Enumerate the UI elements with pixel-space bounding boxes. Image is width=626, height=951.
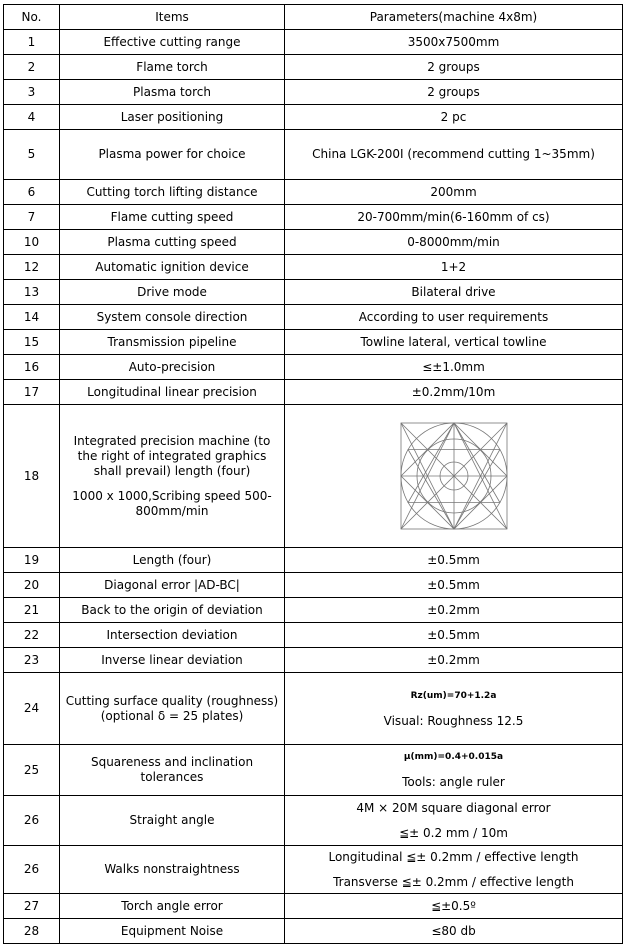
- row-item: [60, 405, 285, 548]
- row-param: ±0.5mm: [285, 623, 623, 648]
- table-row: [4, 305, 623, 330]
- roughness-visual: Visual: Roughness 12.5: [383, 713, 524, 728]
- header-row: [4, 5, 623, 30]
- row-item: Intersection deviation: [60, 623, 285, 648]
- row-item: Plasma cutting speed: [60, 230, 285, 255]
- row-param: 0-8000mm/min: [285, 230, 623, 255]
- table-row: [4, 280, 623, 305]
- row-item: Back to the origin of deviation: [60, 598, 285, 623]
- row-param: According to user requirements: [285, 305, 623, 330]
- row-param: 2 groups: [285, 80, 623, 105]
- row-no: 15: [4, 330, 60, 355]
- row-no: 2: [4, 55, 60, 80]
- nonstraightness-line1: Longitudinal ≦± 0.2mm / effective length: [328, 849, 579, 864]
- row-item: Transmission pipeline: [60, 330, 285, 355]
- squareness-tools: Tools: angle ruler: [402, 775, 505, 789]
- table-row: [4, 255, 623, 280]
- row-item: Length (four): [60, 548, 285, 573]
- row-no: 20: [4, 573, 60, 598]
- row-no: 17: [4, 380, 60, 405]
- straight-angle-line1: 4M × 20M square diagonal error: [356, 800, 551, 815]
- table-row-26b: [4, 846, 623, 894]
- row-no: 26: [4, 796, 60, 846]
- row-param: [285, 846, 623, 894]
- row-param: ±0.2mm: [285, 648, 623, 673]
- row-item: Automatic ignition device: [60, 255, 285, 280]
- row-no: 19: [4, 548, 60, 573]
- row-param: 20-700mm/min(6-160mm of cs): [285, 205, 623, 230]
- row-item: Cutting surface quality (roughness) (optional δ = 25 plates): [60, 673, 285, 745]
- row-item: System console direction: [60, 305, 285, 330]
- row-no: 16: [4, 355, 60, 380]
- row-no: 18: [4, 405, 60, 548]
- table-row: [4, 80, 623, 105]
- table-row: [4, 355, 623, 380]
- row-no: 28: [4, 919, 60, 944]
- header-items: Items: [60, 5, 285, 30]
- table-row-26a: [4, 796, 623, 846]
- straight-angle-line2: ≦± 0.2 mm / 10m: [399, 825, 508, 840]
- squareness-formula: μ(mm)=0.4+0.015a: [403, 752, 504, 762]
- row-param: Towline lateral, vertical towline: [285, 330, 623, 355]
- row-no: 3: [4, 80, 60, 105]
- row-item: Plasma power for choice: [60, 130, 285, 180]
- row-param: 2 pc: [285, 105, 623, 130]
- roughness-formula: Rz(um)=70+1.2a: [410, 690, 497, 701]
- row-item: Equipment Noise: [60, 919, 285, 944]
- row-item: Laser positioning: [60, 105, 285, 130]
- row-param: 200mm: [285, 180, 623, 205]
- row-item: Plasma torch: [60, 80, 285, 105]
- row-no: 22: [4, 623, 60, 648]
- row-item: Squareness and inclination tolerances: [60, 745, 285, 796]
- row-item: Torch angle error: [60, 894, 285, 919]
- table-row: [4, 30, 623, 55]
- table-row: [4, 105, 623, 130]
- row-item: Effective cutting range: [60, 30, 285, 55]
- table-row-25: [4, 745, 623, 796]
- row-no: 27: [4, 894, 60, 919]
- table-row: [4, 894, 623, 919]
- row-param: 2 groups: [285, 55, 623, 80]
- row-no: 1: [4, 30, 60, 55]
- row-no: 5: [4, 130, 60, 180]
- row-no: 13: [4, 280, 60, 305]
- row-param: ≤±1.0mm: [285, 355, 623, 380]
- row-item-line1: Integrated precision machine (to the right of integrated graphics shall prevail) length (four): [73, 433, 271, 478]
- row-no: 26: [4, 846, 60, 894]
- row-param: [285, 745, 623, 796]
- row-param: 3500x7500mm: [285, 30, 623, 55]
- table-row: [4, 548, 623, 573]
- row-item: Diagonal error |AD-BC|: [60, 573, 285, 598]
- table-row: [4, 380, 623, 405]
- table-row: [4, 55, 623, 80]
- row-param: ≤80 db: [285, 919, 623, 944]
- table-row-18: [4, 405, 623, 548]
- row-no: 14: [4, 305, 60, 330]
- row-item: Inverse linear deviation: [60, 648, 285, 673]
- row-param: ≦±0.5º: [285, 894, 623, 919]
- row-no: 7: [4, 205, 60, 230]
- row-no: 10: [4, 230, 60, 255]
- table-row: [4, 180, 623, 205]
- nonstraightness-line2: Transverse ≦± 0.2mm / effective length: [333, 874, 574, 889]
- row-no: 24: [4, 673, 60, 745]
- table-row: [4, 598, 623, 623]
- row-no: 23: [4, 648, 60, 673]
- row-param: Bilateral drive: [285, 280, 623, 305]
- header-params: Parameters(machine 4x8m): [285, 5, 623, 30]
- header-no: No.: [4, 5, 60, 30]
- table-row: [4, 330, 623, 355]
- precision-graphic-cell: [285, 405, 623, 548]
- row-item: Cutting torch lifting distance: [60, 180, 285, 205]
- table-row: [4, 919, 623, 944]
- row-no: 25: [4, 745, 60, 796]
- row-param: China LGK-200I (recommend cutting 1~35mm): [285, 130, 623, 180]
- table-row: [4, 130, 623, 180]
- row-item-line2: 1000 x 1000,Scribing speed 500-800mm/min: [72, 488, 272, 518]
- row-param: ±0.2mm: [285, 598, 623, 623]
- row-item: Flame torch: [60, 55, 285, 80]
- row-no: 21: [4, 598, 60, 623]
- table-row: [4, 230, 623, 255]
- row-no: 4: [4, 105, 60, 130]
- table-row: [4, 205, 623, 230]
- integrated-graphics-diagram: [399, 421, 509, 531]
- row-item: Longitudinal linear precision: [60, 380, 285, 405]
- row-item: Walks nonstraightness: [60, 846, 285, 894]
- table-row: [4, 623, 623, 648]
- row-item: Drive mode: [60, 280, 285, 305]
- row-item: Flame cutting speed: [60, 205, 285, 230]
- row-no: 12: [4, 255, 60, 280]
- row-param: [285, 796, 623, 846]
- row-no: 6: [4, 180, 60, 205]
- row-item: Straight angle: [60, 796, 285, 846]
- row-item: Auto-precision: [60, 355, 285, 380]
- table-row-24: [4, 673, 623, 745]
- row-param: ±0.5mm: [285, 548, 623, 573]
- row-param: [285, 673, 623, 745]
- row-param: ±0.2mm/10m: [285, 380, 623, 405]
- row-param: 1+2: [285, 255, 623, 280]
- table-row: [4, 648, 623, 673]
- table-row: [4, 573, 623, 598]
- spec-table: [3, 4, 623, 944]
- row-param: ±0.5mm: [285, 573, 623, 598]
